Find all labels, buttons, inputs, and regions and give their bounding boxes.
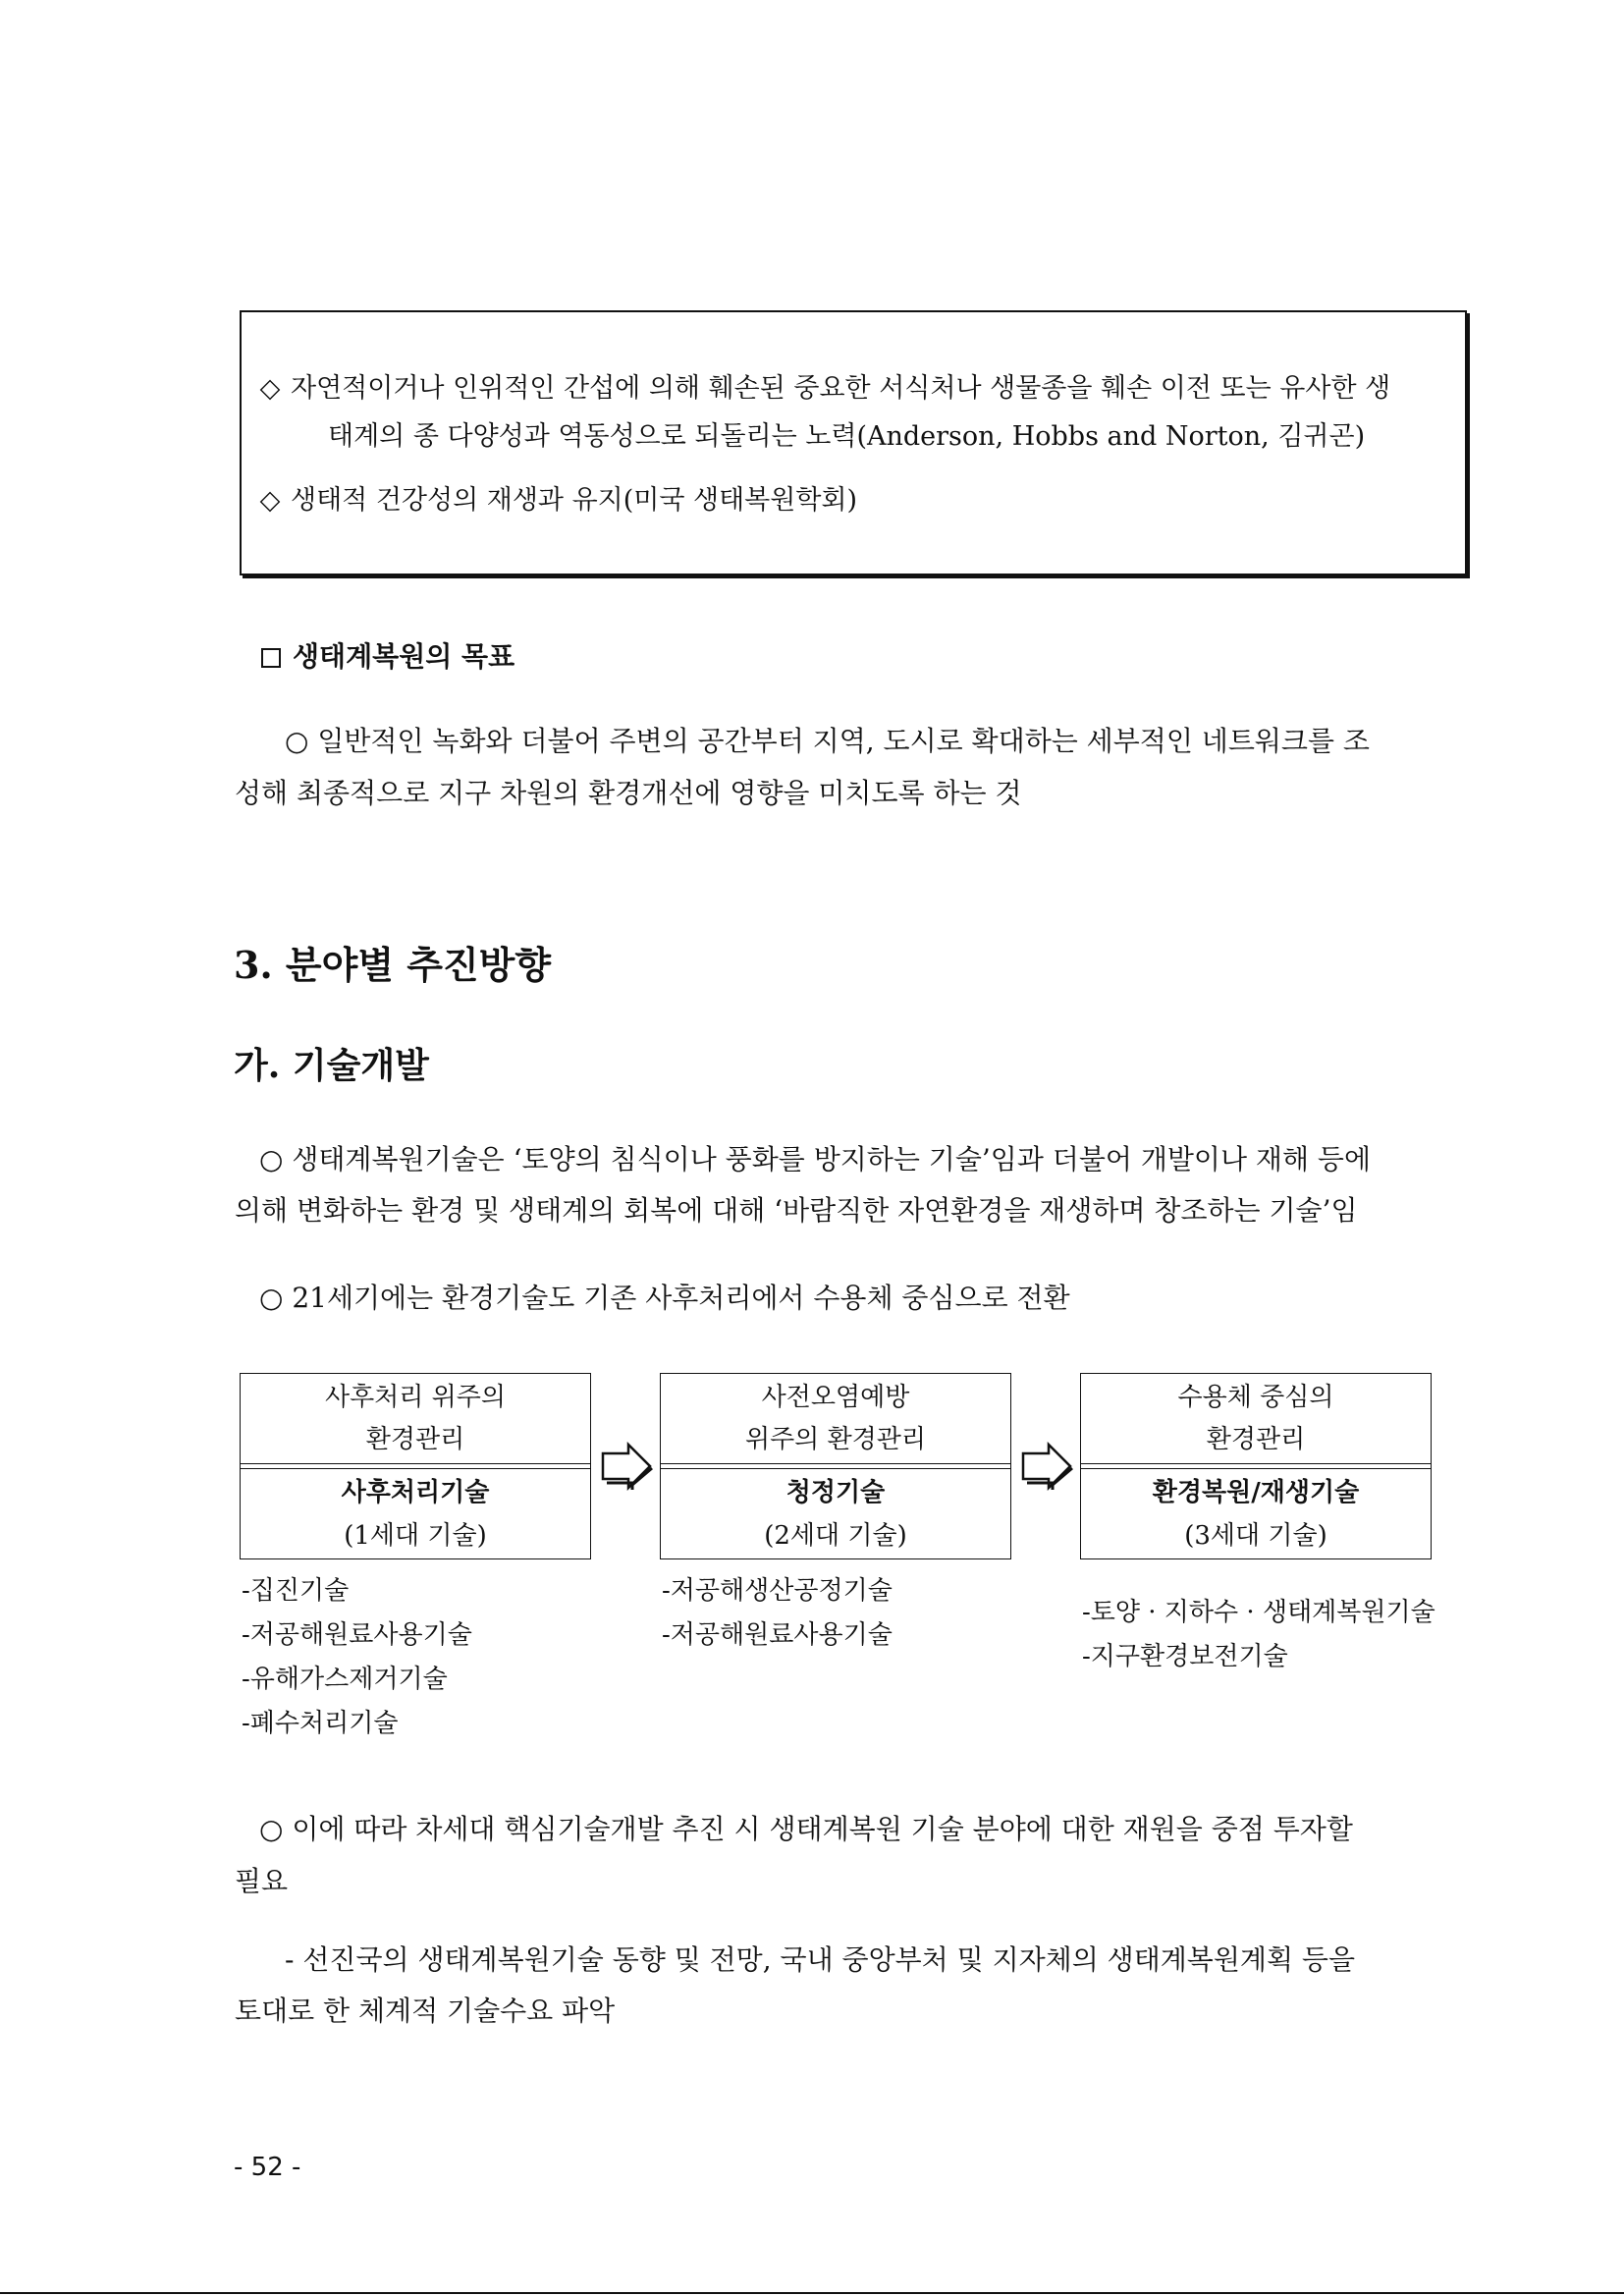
list-item: -토양 · 지하수 · 생태계복원기술 [1082,1598,1435,1627]
goal-para-line2: 성해 최종적으로 지구 차원의 환경개선에 영향을 미치도록 하는 것 [235,777,1022,809]
diamond-bullet-icon: ◇ [259,373,281,404]
goal-heading-text: 생태계복원의 목표 [293,640,515,673]
generation-3-approach [1081,1374,1431,1464]
list-item: -지구환경보전기술 [1082,1642,1288,1671]
generation-box-3 [1080,1373,1432,1559]
generation-1-tech-list [242,1569,472,1746]
page-number: - 52 - [234,2153,301,2182]
conclusion-para2-line1: - 선진국의 생태계복원기술 동향 및 전망, 국내 중앙부처 및 지자체의 생태계복원계획 등을 [285,1943,1355,1976]
list-item: -폐수처리기술 [242,1709,399,1738]
generation-3-name: 환경복원/재생기술 [1152,1478,1360,1507]
generation-1-approach-line2: 환경관리 [365,1424,465,1454]
diamond-bullet-icon: ◇ [259,485,281,516]
list-item: -저공해생산공정기술 [662,1576,893,1606]
goal-para-line1: ○ 일반적인 녹화와 더불어 주변의 공간부터 지역, 도시로 확대하는 세부적인 네트워크를 조 [285,725,1370,757]
generation-2-tech-list [662,1569,893,1658]
definition-item-1-line1: 자연적이거나 인위적인 간섭에 의해 훼손된 중요한 서식처나 생물종을 훼손 이전 또는 유사한 생 [291,373,1391,404]
generation-box-2 [660,1373,1011,1559]
list-item: -유해가스제거기술 [242,1665,448,1694]
list-item: -저공해원료사용기술 [662,1620,893,1650]
right-arrow-icon [599,1442,654,1491]
bottom-rule [0,2292,1624,2294]
generation-2-approach-line1: 사전오염예방 [761,1382,910,1412]
list-item: -저공해원료사용기술 [242,1620,472,1650]
conclusion-para1-line1: ○ 이에 따라 차세대 핵심기술개발 추진 시 생태계복원 기술 분야에 대한 재원을 중점 투자할 [259,1813,1353,1845]
tech-para1-line2: 의해 변화하는 환경 및 생태계의 회복에 대해 ‘바람직한 자연환경을 재생하며 창조하는 기술’임 [235,1194,1358,1227]
generation-3-tech-list [1082,1591,1435,1679]
generation-3-approach-line2: 환경관리 [1206,1424,1306,1454]
section-heading: 3. 분야별 추진방향 [234,943,552,987]
definition-item-2 [257,483,857,519]
tech-para2: ○ 21세기에는 환경기술도 기존 사후처리에서 수용체 중심으로 전환 [259,1282,1070,1314]
generation-2-tech [661,1464,1010,1558]
definition-item-1 [257,371,1390,407]
generation-2-approach-line2: 위주의 환경관리 [744,1424,927,1454]
generation-box-1 [240,1373,591,1559]
generation-3-approach-line1: 수용체 중심의 [1177,1382,1334,1412]
generation-1-approach-line1: 사후처리 위주의 [324,1382,507,1412]
conclusion-para2-line2: 토대로 한 체계적 기술수요 파악 [235,1995,616,2027]
generation-1-approach [241,1374,590,1464]
generation-2-name: 청정기술 [785,1478,886,1507]
generation-2-approach [661,1374,1010,1464]
conclusion-para1-line2: 필요 [235,1865,289,1897]
generation-2-label: (2세대 기술) [764,1521,907,1551]
list-item: -집진기술 [242,1576,350,1606]
definition-item-1-line2: 태계의 종 다양성과 역동성으로 되돌리는 노력(Anderson, Hobbs and Norton, 김귀곤) [328,421,1366,452]
generation-3-tech [1081,1464,1431,1558]
generation-1-tech [241,1464,590,1558]
square-bullet-icon [261,648,281,668]
generation-1-label: (1세대 기술) [344,1521,487,1551]
generation-1-name: 사후처리기술 [341,1478,490,1507]
goal-heading [261,637,514,677]
definition-item-2-line1: 생태적 건강성의 재생과 유지(미국 생태복원학회) [291,485,858,516]
generation-3-label: (3세대 기술) [1184,1521,1327,1551]
subsection-heading: 가. 기술개발 [234,1045,429,1086]
tech-para1-line1: ○ 생태계복원기술은 ‘토양의 침식이나 풍화를 방지하는 기술’임과 더불어 개발이나 재해 등에 [259,1143,1372,1175]
right-arrow-icon [1019,1442,1074,1491]
